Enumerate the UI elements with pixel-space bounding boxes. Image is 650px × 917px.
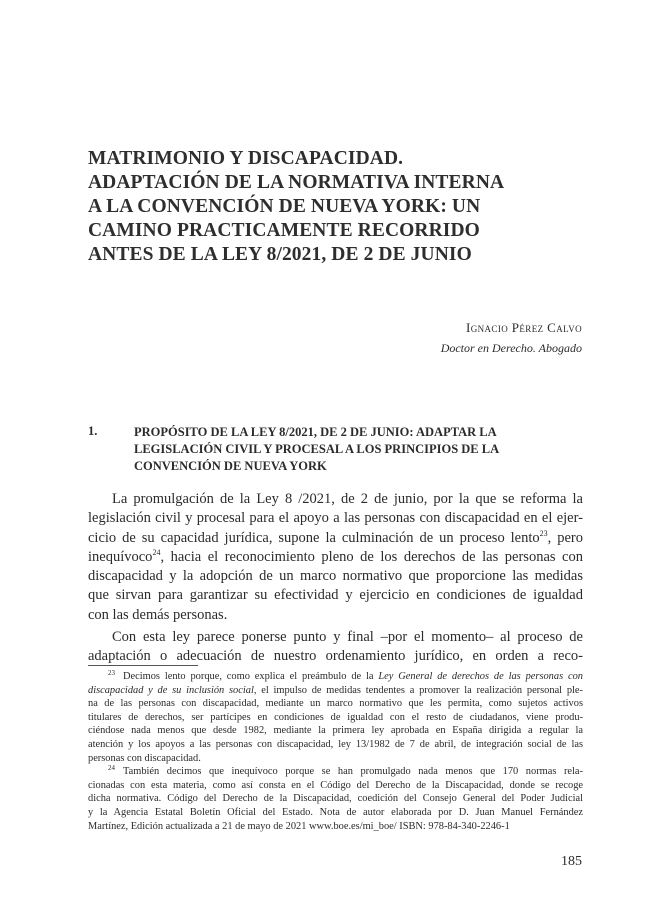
footnote-number: 24 (108, 763, 115, 772)
footnote-line: na de las personas con discapacidad, mediante un marco normativo que les permita, como sujetos activos (88, 698, 583, 710)
text-line: que sirvan para garantizar su efectividad y ejercicio en condiciones de igualdad (88, 587, 583, 604)
footnote-number: 23 (108, 668, 115, 677)
text-run: inequívoco (88, 548, 153, 565)
text-line: legislación civil y procesal para el apoyo a las personas con discapacidad en el ejer- (88, 510, 583, 527)
author-block (441, 318, 582, 358)
footnote-divider (88, 665, 198, 666)
page-number: 185 (561, 854, 582, 869)
title-line: MATRIMONIO Y DISCAPACIDAD. (88, 148, 404, 169)
footnote-line: y la Agencia Estatal Boletín Oficial del Estado. Nota de autor elaborada por D. Juan Manuel Fernández (88, 806, 583, 818)
law-title-italic: discapacidad y de su inclusión social (88, 684, 254, 696)
paragraph (88, 490, 583, 625)
section-title-line: PROPÓSITO DE LA LEY 8/2021, DE 2 DE JUNIO: ADAPTAR LA (134, 425, 497, 439)
text-line: La promulgación de la Ley 8 /2021, de 2 de junio, por la que se reforma la (112, 491, 583, 507)
text-line: adaptación o adecuación de nuestro ordenamiento jurídico, en orden a reco- (88, 648, 583, 665)
footnote-line: personas con discapacidad. (88, 752, 201, 764)
text-run: Decimos lento porque, como explica el preámbulo de la (123, 671, 379, 682)
text-run: También decimos que inequívoco porque se han promulgado nada menos que 170 normas rela- (123, 766, 583, 778)
text-line: discapacidad y la adopción de un marco normativo que proporcione las medidas (88, 568, 583, 585)
author-name: Ignacio Pérez Calvo (466, 320, 582, 335)
footnote-line: titulares de derechos, ser partícipes en condiciones de igualdad con el resto de ciudadanos, viene produ- (88, 711, 583, 723)
text-run: , el impulso de medidas tendentes a promover la realización personal ple- (253, 684, 583, 696)
section-title-line: CONVENCIÓN DE NUEVA YORK (134, 459, 327, 473)
title-line: ADAPTACIÓN DE LA NORMATIVA INTERNA (88, 172, 505, 193)
title-line: A LA CONVENCIÓN DE NUEVA YORK: UN (88, 196, 481, 217)
footnote-ref-24[interactable]: 24 (152, 548, 161, 558)
footnote-ref-23[interactable]: 23 (539, 528, 548, 538)
law-title-italic: Ley General de derechos de las personas con (378, 671, 583, 682)
footnote-line (88, 670, 583, 684)
section-title-line: LEGISLACIÓN CIVIL Y PROCESAL A LOS PRINCIPIOS DE LA (134, 442, 500, 456)
body-text (88, 490, 583, 667)
footnote-23 (88, 670, 583, 765)
text-run: cicio de su capacidad jurídica, supone la culminación de un proceso lento (88, 529, 540, 546)
paragraph (88, 628, 583, 667)
footnotes (88, 670, 583, 833)
text-run: , hacia el reconocimiento pleno de los derechos de las personas con (160, 548, 583, 565)
text-run: , pero (547, 529, 583, 546)
footnote-line: atención y los apoyos a las personas con discapacidad, ley 13/1982 de 7 de abril, de integración social de las (88, 738, 583, 750)
section-number: 1. (88, 424, 98, 438)
footnote-line (88, 684, 583, 698)
author-affiliation: Doctor en Derecho. Abogado (440, 341, 582, 355)
text-line: con las demás personas. (88, 606, 228, 623)
footnote-line: dicha normativa. Código del Derecho de la Discapacidad, coedición del Consejo General del Poder Judicial (88, 793, 583, 805)
title-line: ANTES DE LA LEY 8/2021, DE 2 DE JUNIO (88, 244, 472, 265)
text-line: Con esta ley parece ponerse punto y final –por el momento– al proceso de (112, 629, 583, 646)
footnote-24 (88, 765, 583, 833)
footnote-line: ciéndose nada menos que desde 1982, mediante la primera ley aprobada en España dirigida a regular la (88, 725, 583, 737)
title-line: CAMINO PRACTICAMENTE RECORRIDO (88, 220, 480, 241)
text-line (88, 529, 583, 548)
footnote-line: cionadas con esta materia, como así consta en el Código del Derecho de la Discapacidad, donde se recoge (88, 779, 583, 791)
chapter-title (88, 147, 568, 267)
footnote-line (88, 765, 583, 779)
section-title (134, 424, 588, 475)
footnote-line: Martínez, Edición actualizada a 21 de mayo de 2021 www.boe.es/mi_boe/ ISBN: 978-84-340-2246-1 (88, 820, 510, 832)
text-line (88, 548, 583, 567)
